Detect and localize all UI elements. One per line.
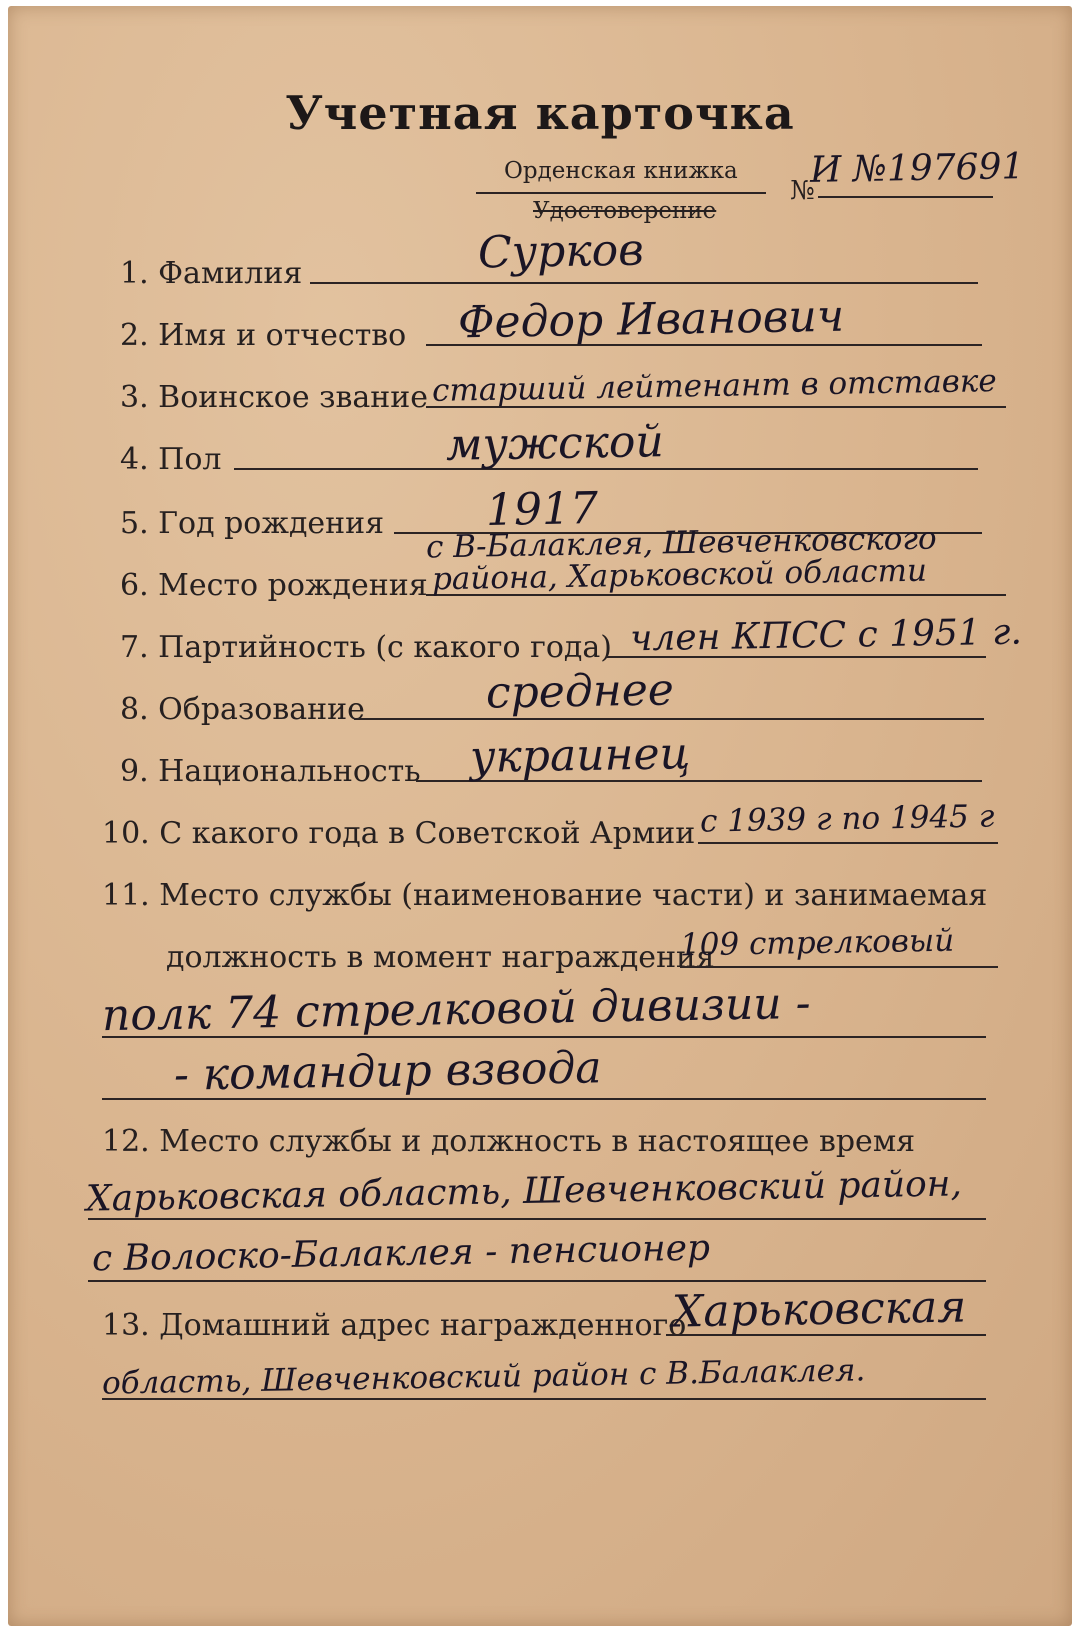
field-3-value: старший лейтенант в отставке (431, 363, 997, 409)
field-6-value-line-1: с В-Балаклея, Шевченковского (425, 520, 937, 566)
doc-type-underline (476, 192, 766, 194)
field-7-label: 7. Партийность (с какого года) (120, 630, 612, 665)
field-2-label: 2. Имя и отчество (120, 318, 407, 353)
field-4-label: 4. Пол (120, 442, 222, 477)
field-1-value: Сурков (477, 224, 645, 279)
field-6-value-line-2: района, Харьковской области (431, 552, 928, 598)
field-11-value-line-1: 109 стрелковый (679, 922, 955, 964)
field-1-label: 1. Фамилия (120, 256, 303, 291)
field-3-label: 3. Воинское звание (120, 380, 429, 415)
field-11-label-line-2: должность в момент награждения (166, 940, 715, 975)
field-12-value-line-2: с Волоско-Балаклея - пенсионер (91, 1227, 711, 1280)
field-12-line-1 (88, 1218, 986, 1220)
field-1-line (310, 282, 978, 284)
field-8-value: среднее (485, 664, 675, 719)
doc-number-value: И №197691 (809, 146, 1025, 191)
field-13-value-line-1: Харьковская (671, 1281, 967, 1338)
field-13-line-2 (102, 1398, 986, 1400)
field-8-line (354, 718, 984, 720)
field-10-line (698, 842, 998, 844)
field-2-value: Федор Иванович (457, 290, 845, 349)
field-4-line (234, 468, 978, 470)
field-11-line-3 (102, 1098, 986, 1100)
field-5-label: 5. Год рождения (120, 506, 385, 541)
doc-type-order-book: Орденская книжка (504, 158, 738, 184)
field-7-value: член КПСС с 1951 г. (629, 611, 1023, 660)
field-8-label: 8. Образование (120, 692, 365, 727)
field-13-label: 13. Домашний адрес награжденного (102, 1308, 687, 1343)
doc-number-underline (818, 196, 993, 198)
field-4-value: мужской (445, 416, 665, 471)
field-11-value-line-3: - командир взвода (173, 1042, 602, 1101)
field-13-value-line-2: область, Шевченковский район с В.Балаклея. (101, 1352, 866, 1402)
field-10-value: с 1939 г по 1945 г (699, 798, 995, 840)
field-12-line-2 (88, 1280, 986, 1282)
field-12-label: 12. Место службы и должность в настоящее время (102, 1124, 916, 1159)
field-11-value-line-2: полк 74 стрелковой дивизии - (101, 977, 811, 1042)
award-record-card (8, 6, 1072, 1626)
doc-type-certificate-struck: Удостоверение (533, 198, 717, 224)
field-11-label-line-1: 11. Место службы (наименование части) и занимаемая (102, 878, 988, 913)
number-sign: № (790, 176, 815, 206)
field-11-line-1 (680, 966, 998, 968)
field-12-value-line-1: Харьковская область, Шевченковский район, (85, 1163, 963, 1220)
field-6-label: 6. Место рождения (120, 568, 428, 603)
field-9-value: украинец (469, 728, 691, 783)
field-5-value: 1917 (485, 483, 599, 536)
field-9-label: 9. Национальность (120, 754, 421, 789)
card-title: Учетная карточка (285, 86, 795, 140)
field-10-label: 10. С какого года в Советской Армии (102, 816, 696, 851)
field-11-line-2 (102, 1036, 986, 1038)
